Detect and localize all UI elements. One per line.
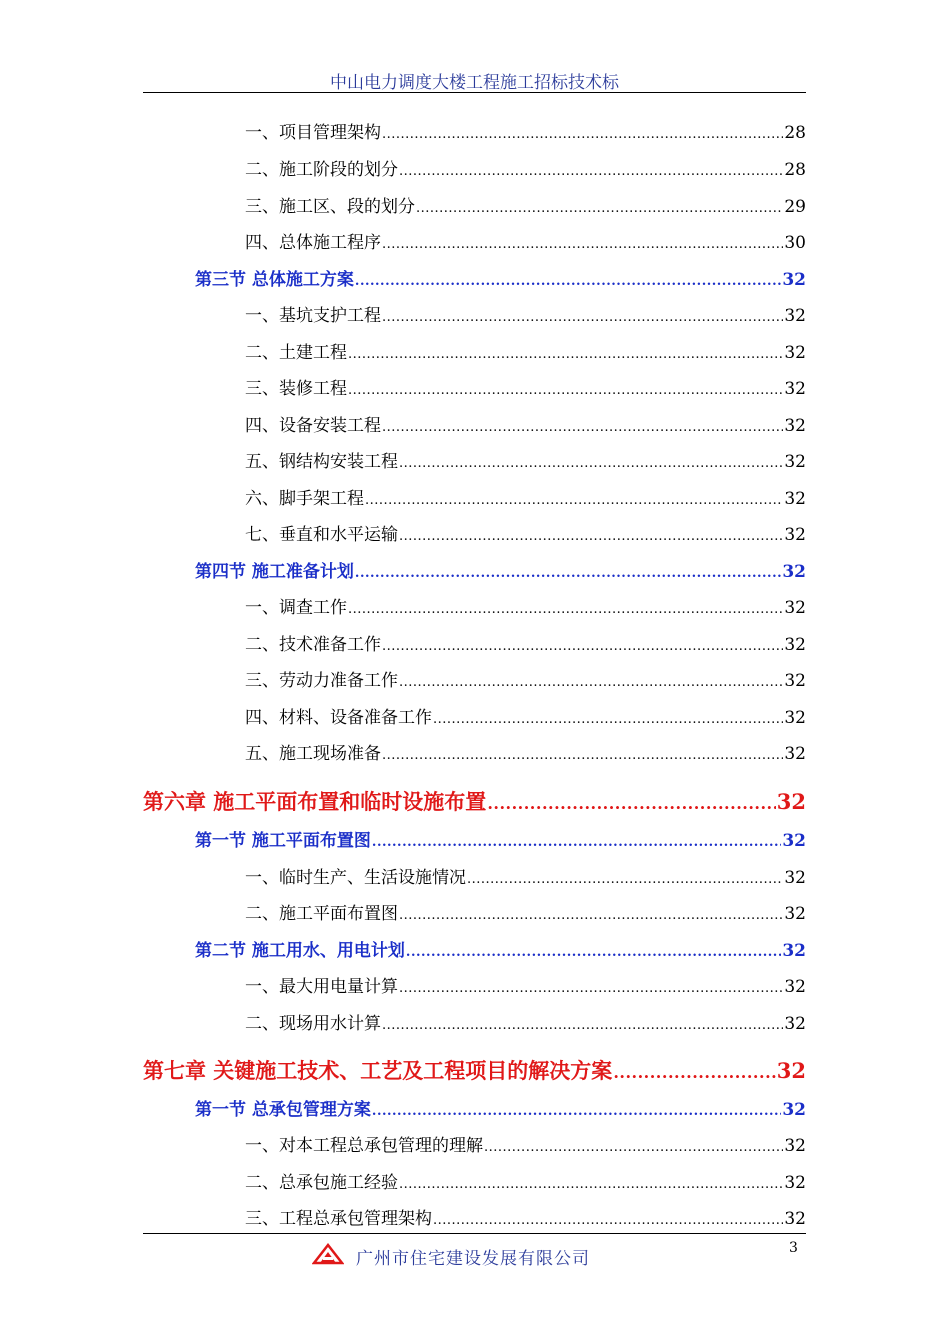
- toc-item-entry[interactable]: [245, 899, 806, 924]
- toc-entry-title: 三、装修工程: [245, 379, 347, 399]
- toc-dot-leader: [382, 420, 783, 435]
- toc-item-entry[interactable]: [245, 228, 806, 253]
- toc-entry-page: 32: [784, 416, 806, 436]
- toc-section-entry[interactable]: [195, 1095, 806, 1120]
- toc-item-entry[interactable]: [245, 1168, 806, 1193]
- toc-entry-title: 一、最大用电量计算: [245, 977, 398, 997]
- toc-entry-page: 32: [784, 977, 806, 997]
- toc-entry-page: 32: [782, 831, 806, 851]
- toc-item-entry[interactable]: [245, 630, 806, 655]
- toc-dot-leader: [399, 164, 783, 179]
- toc-entry-page: 32: [784, 868, 806, 888]
- toc-entry-page: 32: [782, 941, 806, 961]
- toc-dot-leader: [348, 602, 783, 617]
- toc-section-entry[interactable]: [195, 826, 806, 851]
- toc-entry-title: 二、土建工程: [245, 343, 347, 363]
- toc-dot-leader: [355, 566, 781, 581]
- toc-entry-page: 32: [784, 598, 806, 618]
- toc-dot-leader: [372, 835, 781, 850]
- toc-section-entry[interactable]: [195, 936, 806, 961]
- toc-entry-page: 30: [784, 233, 806, 253]
- toc-entry-title: 一、临时生产、生活设施情况: [245, 868, 466, 888]
- toc-entry-page: 29: [784, 197, 806, 217]
- toc-item-entry[interactable]: [245, 520, 806, 545]
- toc-entry-page: 32: [784, 1173, 806, 1193]
- toc-dot-leader: [433, 1213, 783, 1228]
- toc-item-entry[interactable]: [245, 703, 806, 728]
- toc-entry-title: 三、工程总承包管理架构: [245, 1209, 432, 1229]
- toc-dot-leader: [467, 872, 783, 887]
- company-name: 广州市住宅建设发展有限公司: [356, 1249, 590, 1269]
- toc-entry-title: 三、劳动力准备工作: [245, 671, 398, 691]
- toc-entry-title: 第四节 施工准备计划: [195, 562, 354, 582]
- toc-dot-leader: [399, 675, 783, 690]
- toc-item-entry[interactable]: [245, 301, 806, 326]
- toc-entry-title: 第七章 关键施工技术、工艺及工程项目的解决方案: [143, 1058, 613, 1083]
- toc-entry-page: 32: [784, 452, 806, 472]
- toc-dot-leader: [399, 908, 783, 923]
- toc-entry-page: 32: [784, 635, 806, 655]
- toc-entry-page: 32: [784, 904, 806, 924]
- toc-entry-page: 32: [784, 708, 806, 728]
- toc-dot-leader: [399, 981, 783, 996]
- toc-item-entry[interactable]: [245, 192, 806, 217]
- toc-item-entry[interactable]: [245, 447, 806, 472]
- toc-dot-leader: [399, 456, 783, 471]
- toc-entry-page: 32: [776, 1058, 806, 1083]
- toc-entry-title: 二、技术准备工作: [245, 635, 381, 655]
- toc-entry-title: 一、对本工程总承包管理的理解: [245, 1136, 483, 1156]
- toc-item-entry[interactable]: [245, 1009, 806, 1034]
- toc-entry-title: 一、调查工作: [245, 598, 347, 618]
- toc-entry-title: 三、施工区、段的划分: [245, 197, 415, 217]
- toc-entry-page: 32: [784, 525, 806, 545]
- toc-dot-leader: [382, 310, 783, 325]
- toc-entry-title: 第六章 施工平面布置和临时设施布置: [143, 789, 487, 814]
- toc-item-entry[interactable]: [245, 1131, 806, 1156]
- toc-entry-page: 32: [784, 489, 806, 509]
- toc-entry-page: 32: [784, 306, 806, 326]
- toc-dot-leader: [433, 712, 783, 727]
- toc-entry-title: 五、施工现场准备: [245, 744, 381, 764]
- toc-item-entry[interactable]: [245, 374, 806, 399]
- page-number: 3: [789, 1240, 798, 1256]
- toc-entry-page: 28: [784, 123, 806, 143]
- toc-item-entry[interactable]: [245, 666, 806, 691]
- toc-chapter-entry[interactable]: [143, 1055, 806, 1085]
- toc-dot-leader: [382, 639, 783, 654]
- toc-dot-leader: [484, 1140, 783, 1155]
- toc-entry-page: 28: [784, 160, 806, 180]
- toc-dot-leader: [382, 1018, 783, 1033]
- toc-dot-leader: [399, 1177, 783, 1192]
- toc-item-entry[interactable]: [245, 972, 806, 997]
- toc-entry-title: 第一节 总承包管理方案: [195, 1100, 371, 1120]
- toc-section-entry[interactable]: [195, 265, 806, 290]
- toc-entry-page: 32: [784, 1136, 806, 1156]
- toc-dot-leader: [416, 201, 783, 216]
- toc-dot-leader: [399, 529, 783, 544]
- toc-item-entry[interactable]: [245, 739, 806, 764]
- header-divider: [143, 92, 806, 93]
- toc-dot-leader: [372, 1104, 781, 1119]
- toc-entry-page: 32: [782, 270, 806, 290]
- toc-entry-title: 第二节 施工用水、用电计划: [195, 941, 405, 961]
- toc-entry-title: 第一节 施工平面布置图: [195, 831, 371, 851]
- toc-entry-page: 32: [784, 379, 806, 399]
- toc-dot-leader: [406, 945, 781, 960]
- toc-entry-page: 32: [784, 343, 806, 363]
- toc-entry-title: 二、施工平面布置图: [245, 904, 398, 924]
- toc-entry-page: 32: [784, 1209, 806, 1229]
- toc-entry-page: 32: [784, 1014, 806, 1034]
- toc-entry-title: 七、垂直和水平运输: [245, 525, 398, 545]
- toc-item-entry[interactable]: [245, 411, 806, 436]
- toc-chapter-entry[interactable]: [143, 786, 806, 816]
- toc-dot-leader: [487, 794, 775, 813]
- toc-entry-title: 四、总体施工程序: [245, 233, 381, 253]
- toc-section-entry[interactable]: [195, 557, 806, 582]
- toc-dot-leader: [348, 383, 783, 398]
- toc-entry-page: 32: [782, 562, 806, 582]
- toc-entry-title: 二、施工阶段的划分: [245, 160, 398, 180]
- page-header-title: 中山电力调度大楼工程施工招标技术标: [330, 73, 619, 93]
- toc-item-entry[interactable]: [245, 338, 806, 363]
- company-logo-icon: [312, 1243, 344, 1265]
- toc-item-entry[interactable]: [245, 118, 806, 143]
- footer-divider: [143, 1233, 806, 1234]
- toc-dot-leader: [365, 493, 783, 508]
- toc-entry-title: 四、设备安装工程: [245, 416, 381, 436]
- toc-entry-page: 32: [784, 671, 806, 691]
- toc-entry-title: 六、脚手架工程: [245, 489, 364, 509]
- toc-dot-leader: [348, 347, 783, 362]
- toc-entry-title: 二、总承包施工经验: [245, 1173, 398, 1193]
- toc-entry-title: 第三节 总体施工方案: [195, 270, 354, 290]
- toc-entry-title: 一、项目管理架构: [245, 123, 381, 143]
- toc-item-entry[interactable]: [245, 1204, 806, 1229]
- toc-dot-leader: [382, 748, 783, 763]
- toc-item-entry[interactable]: [245, 863, 806, 888]
- toc-dot-leader: [382, 127, 783, 142]
- toc-dot-leader: [355, 274, 781, 289]
- toc-item-entry[interactable]: [245, 484, 806, 509]
- toc-item-entry[interactable]: [245, 155, 806, 180]
- toc-entry-page: 32: [784, 744, 806, 764]
- toc-entry-page: 32: [776, 789, 806, 814]
- toc-dot-leader: [382, 237, 783, 252]
- toc-entry-page: 32: [782, 1100, 806, 1120]
- toc-entry-title: 一、基坑支护工程: [245, 306, 381, 326]
- toc-entry-title: 五、钢结构安装工程: [245, 452, 398, 472]
- toc-entry-title: 四、材料、设备准备工作: [245, 708, 432, 728]
- toc-entry-title: 二、现场用水计算: [245, 1014, 381, 1034]
- toc-item-entry[interactable]: [245, 593, 806, 618]
- toc-dot-leader: [613, 1063, 775, 1082]
